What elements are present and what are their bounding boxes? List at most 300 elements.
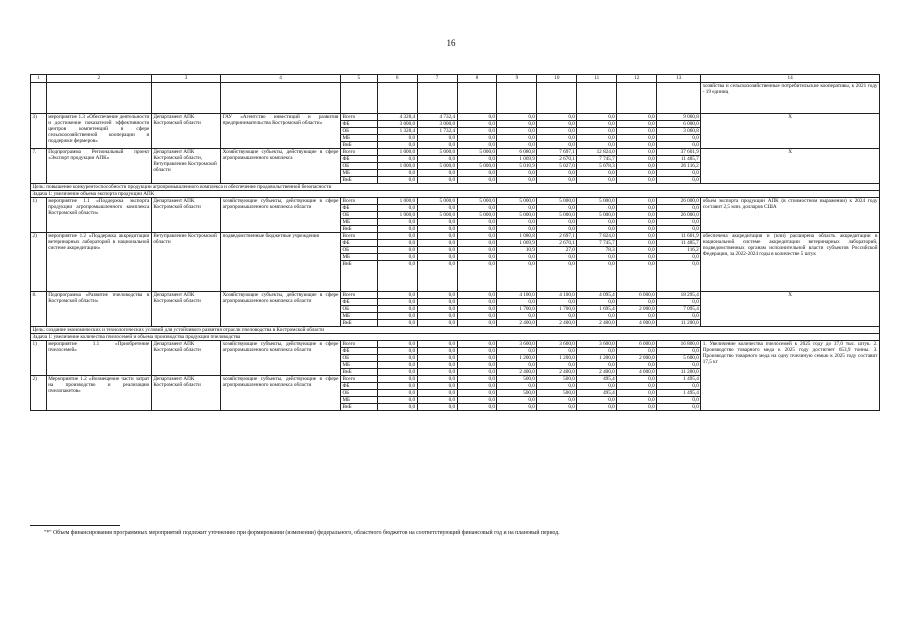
amount-cell: 0,0 bbox=[617, 348, 657, 355]
amount-cell: 0,0 bbox=[377, 299, 417, 306]
amount-cell: 0,0 bbox=[417, 348, 457, 355]
amount-cell: 3 060,8 bbox=[657, 128, 701, 135]
amount-cell: 1 328,4 bbox=[377, 128, 417, 135]
item-number: 7. bbox=[31, 149, 47, 184]
amount-cell: 0,0 bbox=[617, 240, 657, 247]
amount-cell: 5 000,0 bbox=[417, 212, 457, 219]
amount-cell: 0,0 bbox=[497, 219, 537, 226]
header-cell: 13 bbox=[657, 75, 701, 83]
amount-cell: 26 000,0 bbox=[657, 212, 701, 219]
amount-cell: 0,0 bbox=[417, 313, 457, 320]
amount-cell: 0,0 bbox=[577, 404, 617, 411]
amount-cell: 0,0 bbox=[497, 121, 537, 128]
program-funding-table bbox=[30, 74, 880, 411]
amount-cell: 0,0 bbox=[577, 261, 617, 292]
amount-cell: 0,0 bbox=[497, 226, 537, 233]
amount-cell: 0,0 bbox=[617, 261, 657, 292]
header-cell: 2 bbox=[46, 75, 151, 83]
participants: Хозяйствующие субъекты, действующие в сфере агропромышленного комплекса bbox=[221, 149, 341, 184]
target-indicator-cell: хозяйства и сельскохозяйственные потребительские кооперативы, к 2021 году - 19 единиц bbox=[701, 83, 880, 114]
funding-source: МБ bbox=[340, 313, 377, 320]
amount-cell: 4 095,4 bbox=[577, 292, 617, 299]
header-row bbox=[31, 75, 880, 83]
amount-cell: 0,0 bbox=[377, 404, 417, 411]
funding-source: ФБ bbox=[340, 348, 377, 355]
amount-cell: 0,0 bbox=[377, 233, 417, 240]
amount-cell: 6 000,0 bbox=[657, 121, 701, 128]
amount-cell: 0,0 bbox=[617, 226, 657, 233]
amount-cell: 0,0 bbox=[657, 362, 701, 369]
amount-cell: 0,0 bbox=[617, 299, 657, 306]
amount-cell: 0,0 bbox=[497, 254, 537, 261]
amount-cell: 4 000,0 bbox=[617, 369, 657, 376]
empty-cell bbox=[457, 83, 497, 114]
amount-cell: 0,0 bbox=[577, 383, 617, 390]
amount-cell: 0,0 bbox=[497, 128, 537, 135]
funding-source: МБ bbox=[340, 219, 377, 226]
amount-cell: 78,3 bbox=[577, 247, 617, 254]
header-cell: 1 bbox=[31, 75, 47, 83]
amount-cell: 0,0 bbox=[417, 142, 457, 149]
funding-source: ФБ bbox=[340, 121, 377, 128]
amount-cell: 5 600,0 bbox=[657, 355, 701, 362]
amount-cell: 0,0 bbox=[617, 128, 657, 135]
amount-cell: 0,0 bbox=[417, 397, 457, 404]
amount-cell: 0,0 bbox=[657, 177, 701, 184]
amount-cell: 6 000,0 bbox=[617, 341, 657, 348]
amount-cell: 0,0 bbox=[577, 128, 617, 135]
amount-cell: 0,0 bbox=[417, 247, 457, 254]
continuation-row bbox=[31, 83, 880, 114]
amount-cell: 0,0 bbox=[457, 226, 497, 233]
amount-cell: 2 400,0 bbox=[577, 369, 617, 376]
funding-source: ВнБ bbox=[340, 320, 377, 327]
amount-cell: 0,0 bbox=[617, 254, 657, 261]
amount-cell: 0,0 bbox=[577, 299, 617, 306]
responsible-executor: Департамент АПК Костромской области bbox=[151, 292, 220, 327]
item-number: 8. bbox=[31, 292, 47, 327]
amount-cell: 500,0 bbox=[497, 376, 537, 383]
amount-cell: 26 116,2 bbox=[657, 163, 701, 170]
amount-cell: 0,0 bbox=[577, 142, 617, 149]
funding-source: МБ bbox=[340, 135, 377, 142]
header-cell: 14 bbox=[701, 75, 880, 83]
amount-cell: 6 080,8 bbox=[497, 149, 537, 156]
amount-cell: 0,0 bbox=[577, 226, 617, 233]
item-name: Подпрограмма Региональный проект «Экспорт продукции АПК» bbox=[46, 149, 151, 184]
item-number: 1) bbox=[31, 341, 47, 376]
amount-cell: 495,4 bbox=[577, 390, 617, 397]
amount-cell: 0,0 bbox=[497, 362, 537, 369]
amount-cell: 0,0 bbox=[457, 156, 497, 163]
empty-cell bbox=[151, 83, 220, 114]
amount-cell: 0,0 bbox=[457, 135, 497, 142]
amount-cell: 0,0 bbox=[617, 177, 657, 184]
amount-cell: 1 200,0 bbox=[577, 355, 617, 362]
amount-cell: 0,0 bbox=[497, 135, 537, 142]
amount-cell: 5 000,0 bbox=[417, 149, 457, 156]
amount-cell: 0,0 bbox=[457, 404, 497, 411]
amount-cell: 0,0 bbox=[417, 292, 457, 299]
header-cell: 3 bbox=[151, 75, 220, 83]
funding-source: ОБ bbox=[340, 306, 377, 313]
amount-cell: 0,0 bbox=[377, 240, 417, 247]
amount-cell: 5 000,0 bbox=[577, 198, 617, 205]
amount-cell: 0,0 bbox=[497, 348, 537, 355]
amount-cell: 2 670,1 bbox=[537, 156, 577, 163]
amount-cell: 0,0 bbox=[497, 205, 537, 212]
amount-cell: 1 000,0 bbox=[377, 149, 417, 156]
amount-cell: 2 670,1 bbox=[537, 240, 577, 247]
funding-source: МБ bbox=[340, 397, 377, 404]
amount-cell: 0,0 bbox=[417, 362, 457, 369]
amount-cell: 12 824,0 bbox=[577, 149, 617, 156]
amount-cell: 5 000,0 bbox=[497, 212, 537, 219]
amount-cell: 5 000,0 bbox=[457, 212, 497, 219]
amount-cell: 0,0 bbox=[457, 114, 497, 121]
funding-source: ОБ bbox=[340, 212, 377, 219]
item-number: 2) bbox=[31, 376, 47, 411]
participants: ГАУ «Агентство инвестиций и развития предпринимательства Костромской области» bbox=[221, 114, 341, 149]
amount-cell: 0,0 bbox=[457, 247, 497, 254]
amount-cell: 5 000,0 bbox=[537, 198, 577, 205]
amount-cell: 0,0 bbox=[457, 299, 497, 306]
amount-cell: 0,0 bbox=[497, 261, 537, 292]
funding-source: ФБ bbox=[340, 240, 377, 247]
amount-cell: 0,0 bbox=[457, 341, 497, 348]
responsible-executor: Департамент АПК Костромской области bbox=[151, 198, 220, 233]
amount-cell: 2 400,0 bbox=[497, 320, 537, 327]
amount-cell: 0,0 bbox=[457, 121, 497, 128]
amount-cell: 0,0 bbox=[537, 142, 577, 149]
amount-cell: 1 069,9 bbox=[497, 156, 537, 163]
amount-cell: 1 695,4 bbox=[577, 306, 617, 313]
amount-cell: 0,0 bbox=[497, 404, 537, 411]
item-name: Подпрограмма «Развитие пчеловодства в Костромской области» bbox=[46, 292, 151, 327]
amount-cell: 0,0 bbox=[457, 320, 497, 327]
funding-source: ВнБ bbox=[340, 404, 377, 411]
amount-cell: 1 000,0 bbox=[377, 198, 417, 205]
amount-cell: 495,4 bbox=[577, 376, 617, 383]
responsible-executor: Департамент АПК Костромской области, Ветуправление Костромской области bbox=[151, 149, 220, 184]
empty-cell bbox=[46, 83, 151, 114]
header-cell: 4 bbox=[221, 75, 341, 83]
table-row bbox=[31, 233, 880, 240]
amount-cell: 0,0 bbox=[497, 142, 537, 149]
participants: хозяйствующие субъекты, действующие в сфере агропромышленного комплекса области bbox=[221, 376, 341, 411]
amount-cell: 0,0 bbox=[497, 397, 537, 404]
amount-cell: 0,0 bbox=[537, 299, 577, 306]
amount-cell: 0,0 bbox=[457, 205, 497, 212]
funding-source: ФБ bbox=[340, 299, 377, 306]
amount-cell: 0,0 bbox=[577, 254, 617, 261]
section-row bbox=[31, 334, 880, 341]
header-cell: 9 bbox=[497, 75, 537, 83]
amount-cell: 0,0 bbox=[377, 362, 417, 369]
participants: хозяйствующие субъекты, действующие в сфере агропромышленного комплекса области bbox=[221, 198, 341, 233]
amount-cell: 1 495,4 bbox=[657, 376, 701, 383]
amount-cell: 0,0 bbox=[457, 376, 497, 383]
amount-cell: 0,0 bbox=[457, 128, 497, 135]
amount-cell: 0,0 bbox=[617, 114, 657, 121]
funding-source: Всего bbox=[340, 292, 377, 299]
amount-cell: 0,0 bbox=[657, 219, 701, 226]
amount-cell: 5 027,0 bbox=[537, 163, 577, 170]
item-name: мероприятие 1.1 «Приобретение пчелосемей» bbox=[46, 341, 151, 376]
amount-cell: 0,0 bbox=[377, 142, 417, 149]
amount-cell: 0,0 bbox=[577, 348, 617, 355]
amount-cell: 0,0 bbox=[617, 121, 657, 128]
amount-cell: 3 600,0 bbox=[537, 341, 577, 348]
header-cell: 6 bbox=[377, 75, 417, 83]
funding-source: ОБ bbox=[340, 163, 377, 170]
amount-cell: 0,0 bbox=[377, 254, 417, 261]
amount-cell: 0,0 bbox=[377, 355, 417, 362]
amount-cell: 7 095,4 bbox=[657, 306, 701, 313]
empty-cell bbox=[577, 83, 617, 114]
amount-cell: 0,0 bbox=[377, 205, 417, 212]
amount-cell: 0,0 bbox=[497, 177, 537, 184]
amount-cell: 5 000,0 bbox=[417, 198, 457, 205]
amount-cell: 1 080,8 bbox=[497, 233, 537, 240]
amount-cell: 0,0 bbox=[417, 404, 457, 411]
amount-cell: 0,0 bbox=[657, 226, 701, 233]
amount-cell: 0,0 bbox=[457, 254, 497, 261]
amount-cell: 0,0 bbox=[377, 247, 417, 254]
amount-cell: 0,0 bbox=[417, 306, 457, 313]
amount-cell: 1 069,9 bbox=[497, 240, 537, 247]
amount-cell: 4 100,0 bbox=[537, 292, 577, 299]
amount-cell: 116,2 bbox=[657, 247, 701, 254]
amount-cell: 0,0 bbox=[577, 170, 617, 177]
amount-cell: 0,0 bbox=[377, 177, 417, 184]
amount-cell: 0,0 bbox=[617, 383, 657, 390]
amount-cell: 0,0 bbox=[657, 135, 701, 142]
amount-cell: 0,0 bbox=[617, 163, 657, 170]
amount-cell: 0,0 bbox=[417, 156, 457, 163]
amount-cell: 0,0 bbox=[417, 177, 457, 184]
amount-cell: 0,0 bbox=[617, 219, 657, 226]
amount-cell: 0,0 bbox=[617, 170, 657, 177]
amount-cell: 4 000,0 bbox=[617, 320, 657, 327]
amount-cell: 1 000,0 bbox=[377, 163, 417, 170]
amount-cell: 1 200,0 bbox=[537, 355, 577, 362]
amount-cell: 1 700,0 bbox=[537, 306, 577, 313]
amount-cell: 0,0 bbox=[417, 383, 457, 390]
amount-cell: 0,0 bbox=[537, 313, 577, 320]
amount-cell: 0,0 bbox=[377, 313, 417, 320]
amount-cell: 0,0 bbox=[537, 261, 577, 292]
amount-cell: 0,0 bbox=[577, 219, 617, 226]
amount-cell: 0,0 bbox=[417, 226, 457, 233]
amount-cell: 0,0 bbox=[537, 170, 577, 177]
amount-cell: 0,0 bbox=[537, 205, 577, 212]
amount-cell: 1 200,0 bbox=[497, 355, 537, 362]
amount-cell: 0,0 bbox=[537, 383, 577, 390]
amount-cell: 0,0 bbox=[457, 369, 497, 376]
amount-cell: 0,0 bbox=[497, 299, 537, 306]
empty-cell bbox=[31, 83, 47, 114]
amount-cell: 0,0 bbox=[417, 320, 457, 327]
table-row bbox=[31, 292, 880, 299]
amount-cell: 0,0 bbox=[577, 205, 617, 212]
empty-cell bbox=[377, 83, 417, 114]
amount-cell: 5 000,0 bbox=[417, 163, 457, 170]
amount-cell: 0,0 bbox=[417, 233, 457, 240]
table-row bbox=[31, 149, 880, 156]
header-cell: 5 bbox=[340, 75, 377, 83]
section-text: Задача 1: увеличение объема экспорта продукции АПК bbox=[31, 191, 880, 198]
header-cell: 7 bbox=[417, 75, 457, 83]
amount-cell: 0,0 bbox=[377, 261, 417, 292]
target-indicator-cell: X bbox=[701, 149, 880, 184]
amount-cell: 0,0 bbox=[617, 198, 657, 205]
amount-cell: 500,0 bbox=[537, 390, 577, 397]
amount-cell: 0,0 bbox=[417, 254, 457, 261]
amount-cell: 0,0 bbox=[377, 369, 417, 376]
amount-cell: 10,9 bbox=[497, 247, 537, 254]
header-cell: 11 bbox=[577, 75, 617, 83]
amount-cell: 5 000,0 bbox=[577, 212, 617, 219]
amount-cell: 0,0 bbox=[377, 320, 417, 327]
amount-cell: 0,0 bbox=[537, 177, 577, 184]
amount-cell: 0,0 bbox=[537, 121, 577, 128]
amount-cell: 0,0 bbox=[537, 348, 577, 355]
amount-cell: 0,0 bbox=[457, 383, 497, 390]
amount-cell: 0,0 bbox=[457, 397, 497, 404]
amount-cell: 0,0 bbox=[657, 205, 701, 212]
amount-cell: 7 745,7 bbox=[577, 156, 617, 163]
amount-cell: 7 697,1 bbox=[537, 149, 577, 156]
amount-cell: 0,0 bbox=[417, 205, 457, 212]
amount-cell: 0,0 bbox=[577, 135, 617, 142]
amount-cell: 0,0 bbox=[417, 240, 457, 247]
participants: Хозяйствующие субъекты, действующие в сфере агропромышленного комплекса области bbox=[221, 292, 341, 327]
header-cell: 12 bbox=[617, 75, 657, 83]
amount-cell: 0,0 bbox=[577, 313, 617, 320]
amount-cell: 2 000,0 bbox=[617, 355, 657, 362]
amount-cell: 11 485,7 bbox=[657, 240, 701, 247]
amount-cell: 0,0 bbox=[657, 313, 701, 320]
amount-cell: 2 400,0 bbox=[537, 369, 577, 376]
header-cell: 10 bbox=[537, 75, 577, 83]
amount-cell: 0,0 bbox=[457, 177, 497, 184]
amount-cell: 6 000,0 bbox=[617, 292, 657, 299]
funding-source: Всего bbox=[340, 341, 377, 348]
amount-cell: 0,0 bbox=[377, 376, 417, 383]
item-name: мероприятие 1.3 «Обеспечение деятельности и достижение показателей эффективности центров компетенций в сфере сельскохозяйственной кооперации и поддержки фермеров» bbox=[46, 114, 151, 149]
empty-cell bbox=[617, 83, 657, 114]
amount-cell: 0,0 bbox=[377, 341, 417, 348]
section-text: Цель: создание экономических и технологических условий для устойчивого развития отрасли пчеловодства в Костромской области bbox=[31, 327, 880, 334]
amount-cell: 26 000,0 bbox=[657, 198, 701, 205]
amount-cell: 27,0 bbox=[537, 247, 577, 254]
amount-cell: 0,0 bbox=[457, 219, 497, 226]
amount-cell: 0,0 bbox=[457, 313, 497, 320]
amount-cell: 0,0 bbox=[457, 292, 497, 299]
amount-cell: 0,0 bbox=[537, 226, 577, 233]
responsible-executor: Департамент АПК Костромской области bbox=[151, 341, 220, 376]
target-indicator-cell: X bbox=[701, 292, 880, 327]
amount-cell: 1 495,4 bbox=[657, 390, 701, 397]
funding-source: ОБ bbox=[340, 355, 377, 362]
item-name: Мероприятие 1.2 «Возмещение части затрат на производство и реализацию пчелопакетов» bbox=[46, 376, 151, 411]
amount-cell: 1 732,4 bbox=[417, 128, 457, 135]
amount-cell: 0,0 bbox=[497, 383, 537, 390]
amount-cell: 0,0 bbox=[537, 254, 577, 261]
amount-cell: 0,0 bbox=[657, 261, 701, 292]
amount-cell: 0,0 bbox=[457, 142, 497, 149]
footnote-separator bbox=[30, 525, 120, 526]
amount-cell: 0,0 bbox=[417, 170, 457, 177]
responsible-executor: Департамент АПК Костромской области bbox=[151, 114, 220, 149]
amount-cell: 0,0 bbox=[497, 114, 537, 121]
amount-cell: 2 400,0 bbox=[497, 369, 537, 376]
amount-cell: 0,0 bbox=[617, 376, 657, 383]
amount-cell: 0,0 bbox=[617, 247, 657, 254]
amount-cell: 0,0 bbox=[417, 219, 457, 226]
participants: хозяйствующие субъекты, действующие в сфере агропромышленного комплекса области bbox=[221, 341, 341, 376]
funding-source: Всего bbox=[340, 233, 377, 240]
funding-source: МБ bbox=[340, 362, 377, 369]
amount-cell: 0,0 bbox=[417, 299, 457, 306]
amount-cell: 0,0 bbox=[377, 383, 417, 390]
amount-cell: 0,0 bbox=[537, 362, 577, 369]
amount-cell: 7 824,0 bbox=[577, 233, 617, 240]
item-name: мероприятие 1.2 «Поддержка аккредитации ветеринарных лабораторий в национальной системе аккредитации» bbox=[46, 233, 151, 292]
amount-cell: 2 400,0 bbox=[537, 320, 577, 327]
responsible-executor: Ветуправление Костромской области bbox=[151, 233, 220, 292]
amount-cell: 0,0 bbox=[617, 397, 657, 404]
amount-cell: 0,0 bbox=[497, 170, 537, 177]
amount-cell: 0,0 bbox=[617, 390, 657, 397]
table-row bbox=[31, 341, 880, 348]
amount-cell: 0,0 bbox=[457, 233, 497, 240]
empty-cell bbox=[497, 83, 537, 114]
amount-cell: 0,0 bbox=[457, 261, 497, 292]
amount-cell: 0,0 bbox=[457, 348, 497, 355]
section-text: Задача 1: увеличение количества пчелосемей и объема производства продукции пчеловодства bbox=[31, 334, 880, 341]
item-name: мероприятие 1.1 «Поддержка экспорта продукции агропромышленного комплекса Костромской области» bbox=[46, 198, 151, 233]
responsible-executor: Департамент АПК Костромской области bbox=[151, 376, 220, 411]
target-indicator-cell: X bbox=[701, 114, 880, 149]
amount-cell: 5 000,0 bbox=[537, 212, 577, 219]
item-number: 3) bbox=[31, 114, 47, 149]
empty-cell bbox=[221, 83, 341, 114]
funding-source: ВнБ bbox=[340, 142, 377, 149]
amount-cell: 0,0 bbox=[577, 121, 617, 128]
amount-cell: 0,0 bbox=[377, 348, 417, 355]
amount-cell: 0,0 bbox=[497, 313, 537, 320]
funding-source: ОБ bbox=[340, 128, 377, 135]
empty-cell bbox=[417, 83, 457, 114]
empty-cell bbox=[657, 83, 701, 114]
amount-cell: 0,0 bbox=[617, 362, 657, 369]
amount-cell: 2 697,1 bbox=[537, 233, 577, 240]
amount-cell: 0,0 bbox=[577, 397, 617, 404]
amount-cell: 0,0 bbox=[377, 390, 417, 397]
page-number: 16 bbox=[446, 38, 456, 48]
amount-cell: 1 700,0 bbox=[497, 306, 537, 313]
funding-source: МБ bbox=[340, 254, 377, 261]
amount-cell: 5 078,3 bbox=[577, 163, 617, 170]
amount-cell: 0,0 bbox=[657, 142, 701, 149]
amount-cell: 0,0 bbox=[417, 369, 457, 376]
amount-cell: 11 200,0 bbox=[657, 320, 701, 327]
target-indicator-cell: объем экспорта продукции АПК (в стоимостном выражении) к 2024 году составит 2,5 млн. долларов США bbox=[701, 198, 880, 233]
amount-cell: 0,0 bbox=[417, 135, 457, 142]
funding-source: ФБ bbox=[340, 156, 377, 163]
